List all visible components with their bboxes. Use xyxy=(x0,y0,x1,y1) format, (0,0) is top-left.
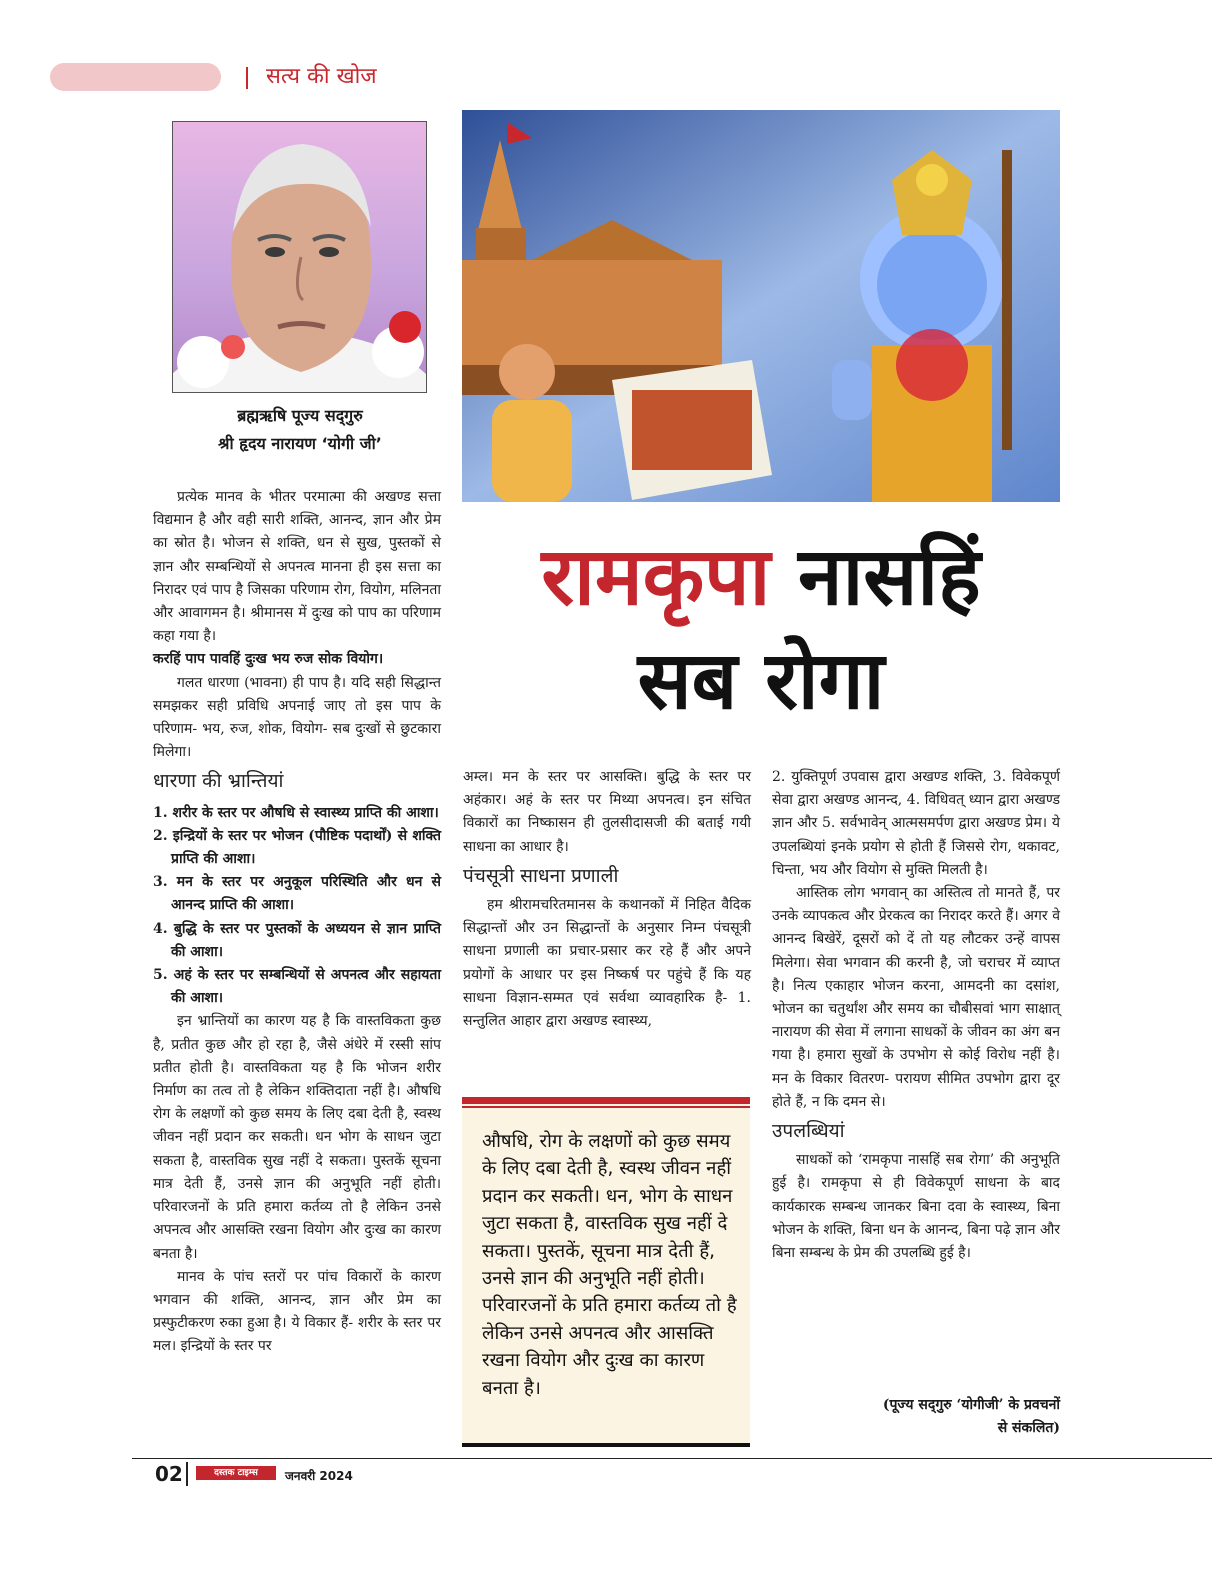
section-tab xyxy=(50,63,221,91)
pull-quote-text: औषधि, रोग के लक्षणों को कुछ समय के लिए दबा देती है, स्वस्थ जीवन नहीं प्रदान कर सकती। धन, भोग के साधन जुटा सकता है, वास्तविक सुख नहीं दे सकता। पुस्तकें, सूचना मात्र देती हैं, उनसे ज्ञान की अनुभूति नहीं होती। परिवारजनों के प्रति हमारा कर्तव्य तो है लेकिन उनसे अपनत्व और आसक्ति रखना वियोग और दुःख का कारण बनता है। xyxy=(482,1131,737,1399)
footer-rule xyxy=(132,1458,1212,1459)
header-divider xyxy=(246,67,248,89)
headline-red: रामकृपा xyxy=(541,530,771,623)
magazine-logo: दस्तक टाइम्स xyxy=(196,1466,276,1480)
paragraph: आस्तिक लोग भगवान् का अस्तित्व तो मानते हैं, पर उनके व्यापकत्व और प्रेरकत्व का निरादर करते हैं। अगर वे आनन्द बिखेरें, दूसरों को दें तो यह लौटकर उन्हें वापस मिलेगा। सेवा भगवान की करनी है, जो चराचर में व्याप्त है। नित्य एकाहार भोजन करना, आमदनी का दसांश, भोजन का चतुर्थांश और समय का चौबीसवां भाग साक्षात् नारायण की सेवा में लगाना साधकों के जीवन का अंग बन गया है। हमारा सुखों के उपभोग से कोई विरोध नहीं है। मन के विकार वितरण- परायण सीमित उपभोग द्वारा दूर होते हैं, न कि दमन से। xyxy=(772,885,1060,1110)
quote-rule-bottom xyxy=(462,1443,750,1447)
author-portrait xyxy=(172,121,427,393)
myth-list xyxy=(153,802,441,1011)
page-number: 02 xyxy=(155,1462,183,1486)
credit-line-1: (पूज्य सद्‌गुरु ‘योगीजी’ के प्रवचनों xyxy=(882,1397,1060,1413)
list-item: 3. मन के स्तर पर अनुकूल परिस्थिति और धन से आनन्द प्राप्ति की आशा। xyxy=(153,874,441,914)
issue-date: जनवरी 2024 xyxy=(285,1469,353,1483)
caption-line-2: श्री हृदय नारायण ‘योगी जी’ xyxy=(218,434,382,453)
paragraph: प्रत्येक मानव के भीतर परमात्मा की अखण्ड सत्ता विद्यमान है और वही सारी शक्ति, आनन्द, ज्ञान और प्रेम का स्रोत है। भोजन से शक्ति, धन से सुख, पुस्तकों से ज्ञान और सम्बन्धियों से अपनत्व मानना ही इस सत्ता का निरादर एवं पाप है जिसका परिणाम रोग, वियोग, मलिनता और आवागमन है। श्रीमानस में दुःख को पाप का परिणाम कहा गया है। xyxy=(153,489,441,645)
headline xyxy=(462,525,1060,733)
quote-rule-top xyxy=(462,1097,750,1104)
headline-line2: सब रोगा xyxy=(637,634,885,727)
verse: करहिं पाप पावहिं दुःख भय रुज सोक वियोग। xyxy=(153,651,384,668)
paragraph: 2. युक्तिपूर्ण उपवास द्वारा अखण्ड शक्ति, 3. विवेकपूर्ण सेवा द्वारा अखण्ड आनन्द, 4. विधिवत् ध्यान द्वारा अखण्ड ज्ञान और 5. सर्वभावेन् आत्मसमर्पण द्वारा अखण्ड प्रेम। ये उपलब्धियां इनके प्रयोग से होती हैं जिससे रोग, थकावट, चिन्ता, भय और वियोग से मुक्ति मिलती है। xyxy=(772,769,1060,878)
paragraph: हम श्रीरामचरितमानस के कथानकों में निहित वैदिक सिद्धान्तों और उन सिद्धान्तों के अनुसार निम्न पंचसूत्री साधना प्रणाली का प्रचार-प्रसार कर रहे हैं और अपने प्रयोगों के आधार पर इस निष्कर्ष पर पहुंचे हैं कि यह साधना विज्ञान-सम्मत एवं सर्वथा व्यावहारिक है- 1. सन्तुलित आहार द्वारा अखण्ड स्वास्थ्य, xyxy=(463,897,751,1030)
article-column-1 xyxy=(153,486,441,1359)
source-credit xyxy=(772,1394,1060,1440)
list-item: 1. शरीर के स्तर पर औषधि से स्वास्थ्य प्राप्ति की आशा। xyxy=(153,804,439,821)
list-item: 2. इन्द्रियों के स्तर पर भोजन (पौष्टिक पदार्थों) से शक्ति प्राप्ति की आशा। xyxy=(153,827,441,868)
article-column-2 xyxy=(463,766,751,1033)
paragraph: साधकों को ‘रामकृपा नासहिं सब रोगा’ की अनुभूति हुई है। रामकृपा से ही विवेकपूर्ण साधना के बाद कार्यकारक सम्बन्ध जानकर बिना दवा के स्वास्थ्य, बिना भोजन के शक्ति, बिना धन के आनन्द, बिना पढ़े ज्ञान और बिना सम्बन्ध के प्रेम की उपलब्धि हुई है। xyxy=(772,1152,1060,1262)
caption-line-1: ब्रह्मऋषि पूज्य सद्‌गुरु xyxy=(237,406,363,425)
paragraph: अम्ल। मन के स्तर पर आसक्ति। बुद्धि के स्तर पर अहंकार। अहं के स्तर पर मिथ्या अपनत्व। इन संचित विकारों का निष्कासन ही तुलसीदासजी की बताई गयी साधना का आधार है। xyxy=(463,769,751,855)
footer-divider xyxy=(186,1462,188,1486)
list-item: 5. अहं के स्तर पर सम्बन्धियों से अपनत्व और सहायता की आशा। xyxy=(153,967,441,1007)
subheading: उपलब्धियां xyxy=(772,1120,845,1143)
article-column-3 xyxy=(772,766,1060,1265)
hero-illustration xyxy=(462,110,1060,502)
paragraph: इन भ्रान्तियों का कारण यह है कि वास्तविकता कुछ है, प्रतीत कुछ और हो रहा है, जैसे अंधेरे में रस्सी सांप प्रतीत होती है। वास्तविकता यह है कि भोजन शरीर निर्माण का तत्व तो है लेकिन शक्तिदाता नहीं है। औषधि रोग के लक्षणों को कुछ समय के लिए दबा देती है, स्वस्थ जीवन नहीं प्रदान कर सकती। धन भोग के साधन जुटा सकता है, वास्तविक सुख नहीं दे सकता। पुस्तकें सूचना मात्र देती हैं, उनसे ज्ञान की अनुभूति नहीं होती। परिवारजनों के प्रति हमारा कर्तव्य तो है लेकिन उनसे अपनत्व और आसक्ति रखना वियोग और दुःख का कारण बनता है। xyxy=(153,1013,441,1262)
portrait-caption xyxy=(150,402,450,458)
section-title: सत्य की खोज xyxy=(266,64,377,89)
paragraph: मानव के पांच स्तरों पर पांच विकारों के कारण भगवान की शक्ति, आनन्द, ज्ञान और प्रेम का प्रस्फुटीकरण रुका हुआ है। ये विकार हैं- शरीर के स्तर पर मल। इन्द्रियों के स्तर पर xyxy=(153,1268,441,1355)
subheading: धारणा की भ्रान्तियां xyxy=(153,770,284,793)
credit-line-2: से संकलित) xyxy=(997,1420,1060,1436)
paragraph: गलत धारणा (भावना) ही पाप है। यदि सही सिद्धान्त समझकर सही प्रविधि अपनाई जाए तो इस पाप के परिणाम- भय, रुज, शोक, वियोग- सब दुःखों से छुटकारा मिलेगा। xyxy=(153,674,441,761)
subheading: पंचसूत्री साधना प्रणाली xyxy=(463,864,619,887)
headline-black: नासहिं xyxy=(798,530,981,623)
quote-rule-top-thin xyxy=(462,1106,750,1108)
list-item: 4. बुद्धि के स्तर पर पुस्तकों के अध्ययन से ज्ञान प्राप्ति की आशा। xyxy=(153,920,441,960)
